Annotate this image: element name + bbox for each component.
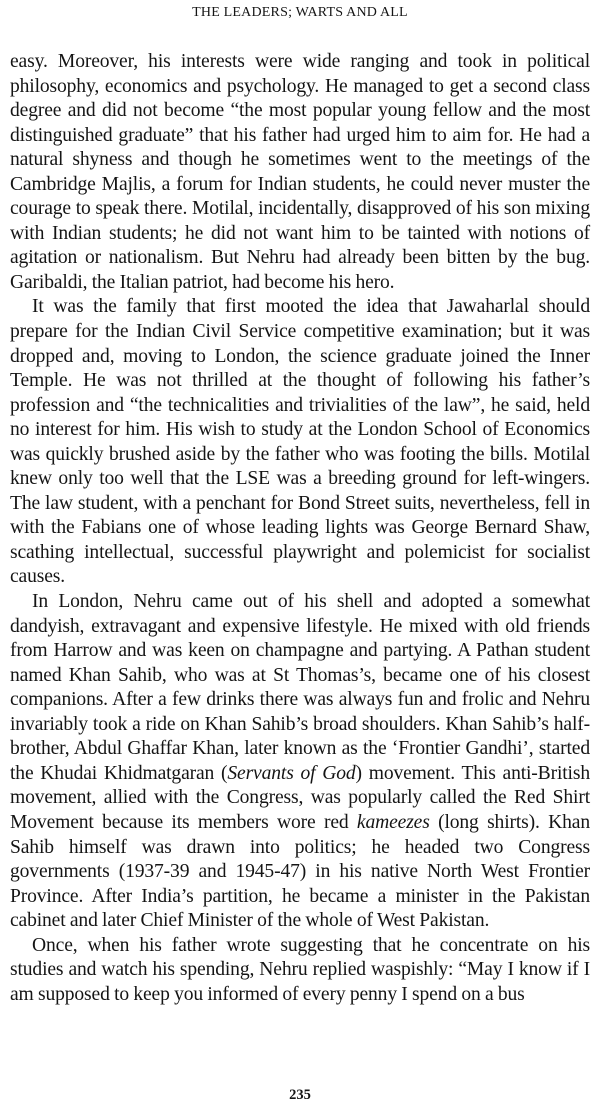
paragraph-text: It was the family that first mooted the idea that Jawaharlal should prepare for the Indian Civil Service competitive examination; but it was dropped and, moving to London, the science graduate joined the Inner Temple. He was not thrilled at the thought of following his father’s profession and “the technicalities and trivialities of the law”, he said, held no interest for him. His wish to study at the London School of Economics was quickly brushed aside by the father who was footing the bills. Motilal knew only too well that the LSE was a breeding ground for left-wingers. The law student, with a penchant for Bond Street suits, nevertheless, fell in with the Fabians one of whose leading lights was George Bernard Shaw, scathing intellectual, successful playwright and polemicist for socialist causes. [10,296,590,588]
paragraph-2 [10,295,590,590]
paragraph-text: In London, Nehru came out of his shell and adopted a somewhat dandyish, extravagant and expensive lifestyle. He mixed with old friends from Harrow and was keen on champagne and partying. A Pathan student named Khan Sahib, who was at St Thomas’s, became one of his closest companions. After a few drinks there was always fun and frolic and Nehru invariably took a ride on Khan Sahib’s broad shoulders. Khan Sahib’s half-brother, Abdul Ghaffar Khan, later known as the ‘Frontier Gandhi’, started the Khudai Khidmatgaran ( [10,591,590,784]
paragraph-text: ) movement. This anti-British movement, allied with the Congress, was popularly called the Red Shirt Movement because its members wore red [10,762,590,833]
italic-word-kameezes: kameezes [356,811,430,833]
page-number: 235 [289,1087,311,1103]
paragraph-1 [10,50,590,295]
body-text [10,50,590,1007]
italic-phrase-servants-of-god: Servants of God [227,762,356,784]
running-head: THE LEADERS; WARTS AND ALL [192,5,408,20]
paragraph-4 [10,934,590,1008]
paragraph-text: easy. Moreover, his interests were wide ranging and took in political philosophy, economics and psychology. He managed to get a second class degree and did not become “the most popular young fellow and the most distinguished graduate” that his father had urged him to aim for. He had a natural shyness and though he sometimes went to the meetings of the Cambridge Majlis, a forum for Indian students, he could never muster the courage to speak there. Motilal, incidentally, disapproved of his son mixing with Indian students; he did not want him to be tainted with notions of agitation or nationalism. But Nehru had already been bitten by the bug. Garibaldi, the Italian patriot, had become his hero. [10,51,590,293]
paragraph-text: (long shirts). Khan Sahib himself was drawn into politics; he headed two Congress governments (1937-39 and 1945-47) in his native North West Frontier Province. After India’s partition, he became a minister in the Pakistan cabinet and later Chief Minister of the whole of West Pakistan. [10,811,590,932]
paragraph-text: Once, when his father wrote suggesting that he concentrate on his studies and watch his spending, Nehru replied waspishly: “May I know if I am supposed to keep you informed of every penny I spend on a bus [10,934,590,1005]
paragraph-3 [10,590,590,934]
